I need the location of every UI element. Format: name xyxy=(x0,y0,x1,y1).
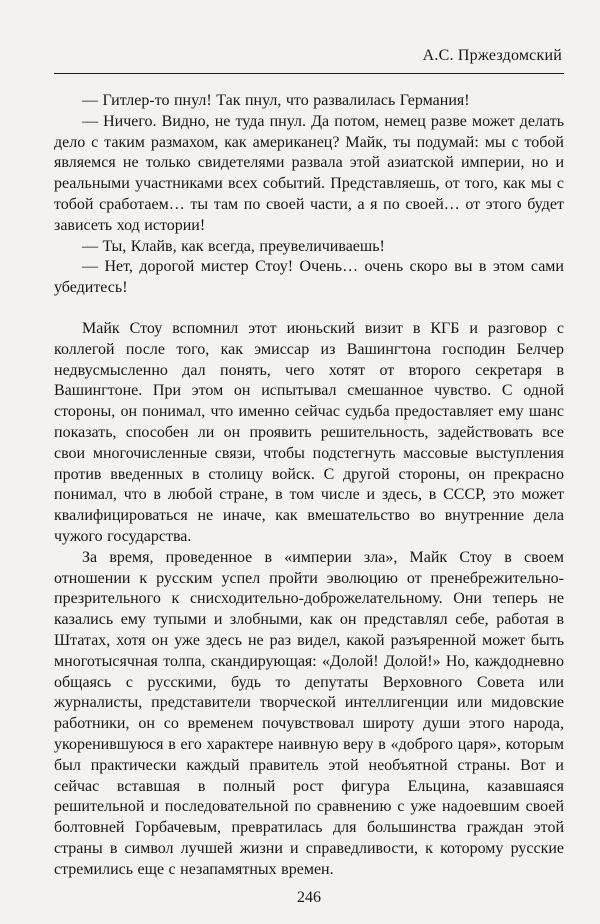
running-header-author: А.С. Пржездомский xyxy=(422,47,562,64)
page-footer xyxy=(54,880,564,908)
header-rule xyxy=(54,73,564,74)
paragraph-dialogue-4: — Нет, дорогой мистер Стоу! Очень… очень скоро вы в этом сами убедитесь! xyxy=(54,258,564,297)
paragraph-narrative-1: Майк Стоу вспомнил этот июньский визит в КГБ и разговор с коллегой после того, как эмиссар из Вашингтона господин Белчер недвусмысленно дал понять, чего хотят от второго секретаря в Вашингтоне. При этом он испытывал смешанное чувство. С одной стороны, он понимал, что именно сейчас судьба предоставляет ему шанс показать, способен ли он проявить решительность, задействовать все свои многочисленные связи, чтобы подстегнуть массовые выступления против введенных в столицу войск. С другой стороны, он прекрасно понимал, что в любой стране, в том числе и здесь, в СССР, это может квалифицироваться не иначе, как вмешательство во внутренние дела чужого государства. xyxy=(54,319,564,545)
page-body xyxy=(54,91,564,880)
paragraph-narrative-2: За время, проведенное в «империи зла», Майк Стоу в своем отношении к русским успел пройти эволюцию от пренебрежительно-презрительного к снисходительно-доброжелательному. Они теперь не казались ему тупыми и злобными, как он представлял себе, работая в Штатах, хотя он уже здесь не раз видел, какой разъяренной может быть многотысячная толпа, скандирующая: «Долой! Долой!» Но, каждодневно общаясь с русскими, будь то депутаты Верховного Совета или журналисты, представители творческой интеллигенции или мидовские работники, он со временем почувствовал широту души этого народа, укоренившуюся в его характере наивную веру в «доброго царя», которым был практически каждый правитель этой необъятной страны. Вот и сейчас вставшая в полный рост фигура Ельцина, казавшаяся решительной и последовательной по сравнению с уже надоевшим своей болтовней Горбачевым, превратилась для большинства граждан этой страны в символ лучшей жизни и справедливости, к которому русские стремились еще с незапамятных времен. xyxy=(54,548,564,878)
paragraph-dialogue-1: — Гитлер-то пнул! Так пнул, что развалилась Германия! xyxy=(82,92,470,109)
paragraph-dialogue-2: — Ничего. Видно, не туда пнул. Да потом, немец разве может делать дело с таким размахом, как американец? Майк, ты подумай: мы с тобой являемся не только свидетелями развала этой азиатской империи, но и реальными участниками всех событий. Представляешь, от того, как мы с тобой сработаем… ты там по своей части, а я по своей… от этого будет зависеть ход истории! xyxy=(54,112,564,234)
page-number: 246 xyxy=(297,889,321,907)
paragraph-dialogue-3: — Ты, Клайв, как всегда, преувеличиваешь! xyxy=(82,237,385,255)
